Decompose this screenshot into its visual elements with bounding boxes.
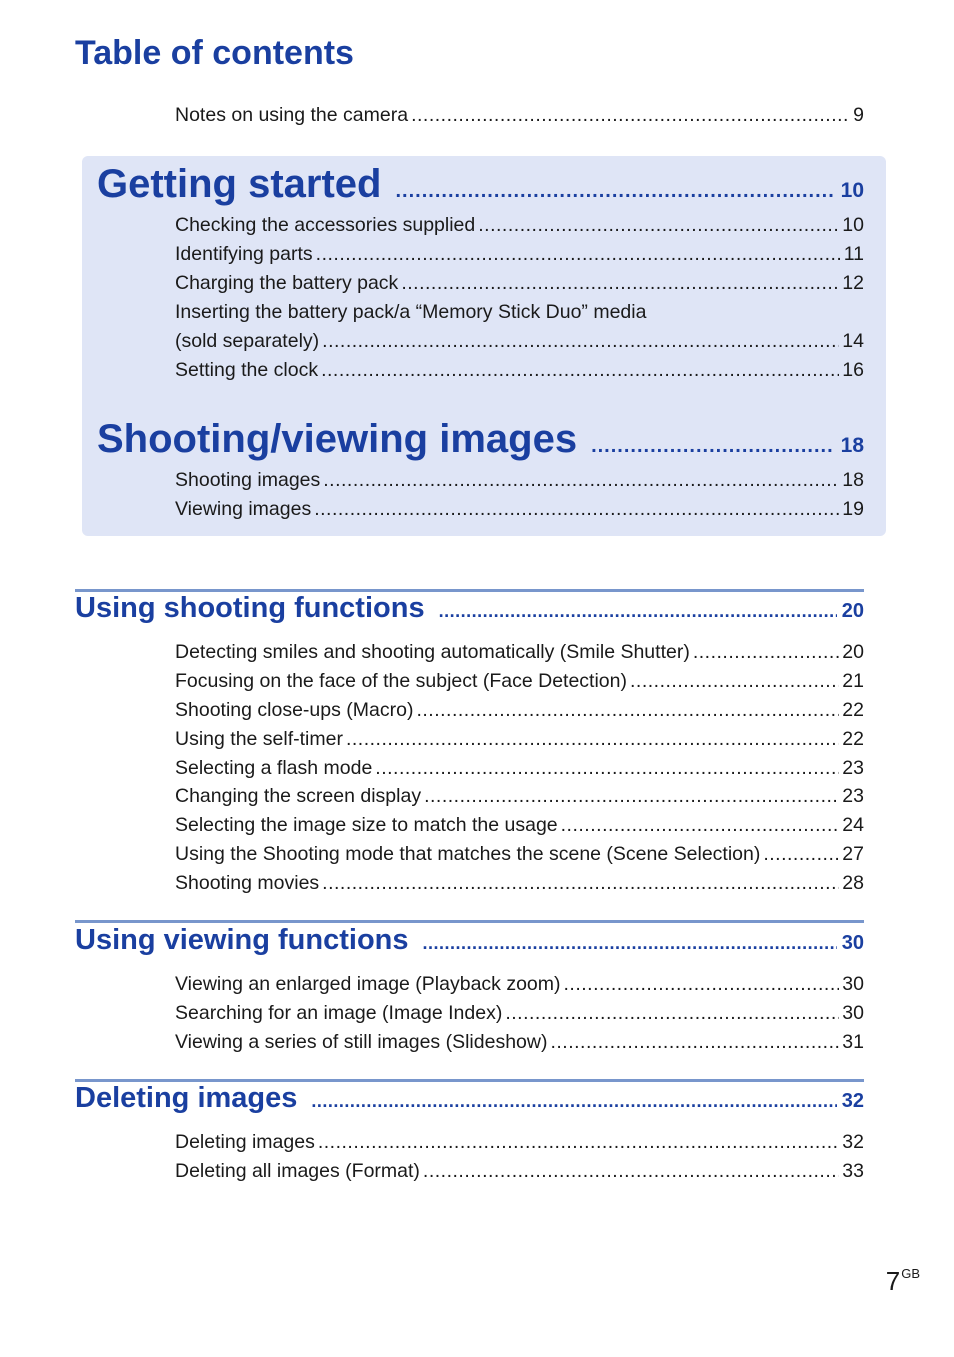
toc-entry-title: Changing the screen display xyxy=(175,785,422,807)
leader-dots xyxy=(416,696,839,725)
toc-entry-notes[interactable] xyxy=(175,101,864,130)
leader-dots xyxy=(763,840,839,869)
toc-entry-title: Deleting all images (Format) xyxy=(175,1160,420,1182)
toc-entry[interactable] xyxy=(175,667,864,696)
toc-entry-title: Selecting the image size to match the usage xyxy=(175,814,558,836)
toc-entry-title: (sold separately) xyxy=(175,330,320,352)
toc-entry-page: 30 xyxy=(842,1002,864,1024)
section-title: Shooting/viewing images xyxy=(97,417,578,461)
section-title: Getting started xyxy=(97,162,382,206)
leader-dots xyxy=(322,869,839,898)
toc-entry-page: 23 xyxy=(842,757,864,779)
toc-entry[interactable] xyxy=(175,466,864,495)
leader-dots xyxy=(505,999,839,1028)
toc-entry[interactable] xyxy=(175,782,864,811)
toc-entry-page: 16 xyxy=(842,359,864,381)
toc-entry-title: Deleting images xyxy=(175,1131,315,1153)
toc-entry-title: Setting the clock xyxy=(175,359,319,381)
leader-dots xyxy=(395,180,834,203)
toc-entry-page: 12 xyxy=(842,272,864,294)
toc-entry[interactable] xyxy=(175,240,864,269)
toc-entry-title: Charging the battery pack xyxy=(175,272,399,294)
toc-entry-page: 24 xyxy=(842,814,864,836)
leader-dots xyxy=(346,725,839,754)
section-deleting[interactable] xyxy=(75,1082,864,1115)
leader-dots xyxy=(630,667,839,696)
toc-entry-page: 20 xyxy=(842,641,864,663)
toc-entry[interactable] xyxy=(175,840,864,869)
toc-entry-page: 22 xyxy=(842,699,864,721)
section-shooting-functions[interactable] xyxy=(75,592,864,625)
toc-entry-title: Focusing on the face of the subject (Face Detection) xyxy=(175,670,627,692)
toc-entry[interactable] xyxy=(175,211,864,240)
toc-entry-title: Checking the accessories supplied xyxy=(175,214,476,236)
page-title: Table of contents xyxy=(75,34,354,72)
section-getting-started[interactable] xyxy=(97,162,864,207)
toc-entry-page: 27 xyxy=(842,843,864,865)
leader-dots xyxy=(318,1128,839,1157)
section-page: 18 xyxy=(840,434,864,457)
toc-entry-title: Shooting movies xyxy=(175,872,320,894)
toc-entry-page: 28 xyxy=(842,872,864,894)
leader-dots xyxy=(561,811,840,840)
leader-dots xyxy=(311,1091,836,1112)
toc-entry[interactable] xyxy=(175,811,864,840)
leader-dots xyxy=(423,933,837,954)
page-number xyxy=(886,1266,920,1297)
toc-entry-title: Selecting a flash mode xyxy=(175,757,373,779)
toc-entry[interactable] xyxy=(175,970,864,999)
leader-dots xyxy=(564,970,840,999)
leader-dots xyxy=(424,782,839,811)
toc-entry-title: Viewing an enlarged image (Playback zoom) xyxy=(175,973,561,995)
toc-entry[interactable] xyxy=(175,754,864,783)
page-number-value: 7 xyxy=(885,1266,901,1296)
leader-dots xyxy=(591,435,835,458)
toc-entry[interactable] xyxy=(175,269,864,298)
section-title: Using viewing functions xyxy=(75,924,409,956)
toc-entry-title: Searching for an image (Image Index) xyxy=(175,1002,503,1024)
leader-dots xyxy=(423,1157,839,1186)
toc-entry-line1[interactable] xyxy=(175,298,864,327)
section-page: 30 xyxy=(841,932,864,954)
toc-entry[interactable] xyxy=(175,1028,864,1057)
toc-entry[interactable] xyxy=(175,638,864,667)
toc-entry[interactable] xyxy=(175,696,864,725)
leader-dots xyxy=(693,638,839,667)
page-number-suffix: GB xyxy=(901,1266,920,1281)
section-page: 32 xyxy=(841,1090,864,1112)
toc-entry-page: 30 xyxy=(842,973,864,995)
toc-entry-title: Notes on using the camera xyxy=(175,104,409,126)
section-page: 20 xyxy=(841,600,864,622)
leader-dots xyxy=(375,754,839,783)
section-page: 10 xyxy=(840,179,864,202)
leader-dots xyxy=(439,601,837,622)
toc-entry-title: Viewing a series of still images (Slideshow) xyxy=(175,1031,548,1053)
toc-entry-page: 14 xyxy=(842,330,864,352)
toc-entry-page: 32 xyxy=(842,1131,864,1153)
toc-entry-title: Viewing images xyxy=(175,498,312,520)
toc-entry-page: 33 xyxy=(842,1160,864,1182)
toc-entry[interactable] xyxy=(175,1157,864,1186)
toc-entry-title: Shooting images xyxy=(175,469,321,491)
toc-entry[interactable] xyxy=(175,999,864,1028)
leader-dots xyxy=(323,466,839,495)
section-rule xyxy=(75,920,864,923)
section-title: Deleting images xyxy=(75,1082,298,1114)
toc-entry-page: 31 xyxy=(842,1031,864,1053)
toc-entry-page: 22 xyxy=(842,728,864,750)
leader-dots xyxy=(316,240,841,269)
leader-dots xyxy=(321,356,839,385)
toc-entry-title: Using the self-timer xyxy=(175,728,343,750)
toc-entry[interactable] xyxy=(175,869,864,898)
toc-entry[interactable] xyxy=(175,356,864,385)
toc-entry[interactable] xyxy=(175,495,864,524)
toc-entry-page: 18 xyxy=(842,469,864,491)
leader-dots xyxy=(322,327,839,356)
toc-entry-page: 21 xyxy=(842,670,864,692)
toc-entry-page: 10 xyxy=(842,214,864,236)
section-viewing-functions[interactable] xyxy=(75,924,864,957)
toc-entry[interactable] xyxy=(175,1128,864,1157)
toc-entry-title: Using the Shooting mode that matches the scene (Scene Selection) xyxy=(175,843,761,865)
leader-dots xyxy=(550,1028,839,1057)
toc-entry-title: Detecting smiles and shooting automatically (Smile Shutter) xyxy=(175,641,690,663)
toc-entry-page: 11 xyxy=(843,243,864,265)
toc-entry-page: 23 xyxy=(842,785,864,807)
leader-dots xyxy=(411,101,850,130)
section-title: Using shooting functions xyxy=(75,592,425,624)
toc-entry-title: Inserting the battery pack/a “Memory Stick Duo” media xyxy=(175,301,647,323)
leader-dots xyxy=(314,495,839,524)
leader-dots xyxy=(401,269,839,298)
toc-entry-line2[interactable] xyxy=(175,327,864,356)
section-shooting-viewing[interactable] xyxy=(97,417,864,462)
toc-entry-title: Shooting close-ups (Macro) xyxy=(175,699,414,721)
leader-dots xyxy=(478,211,839,240)
toc-entry[interactable] xyxy=(175,725,864,754)
toc-entry-page: 9 xyxy=(853,104,864,126)
toc-entry-page: 19 xyxy=(842,498,864,520)
toc-entry-title: Identifying parts xyxy=(175,243,313,265)
